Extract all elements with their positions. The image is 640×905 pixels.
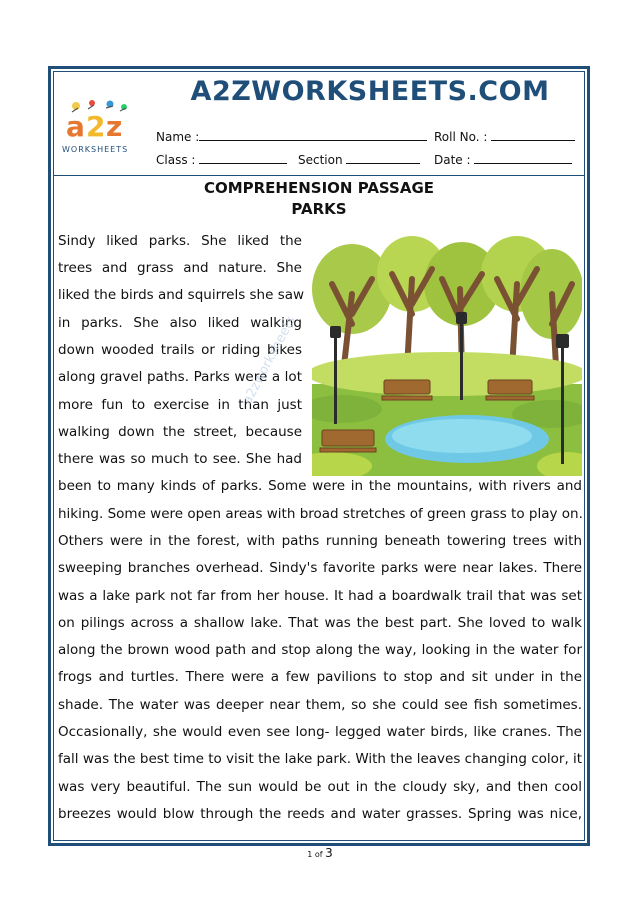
passage-line: along the brown wood path and stop along the way, looking in the water for xyxy=(58,642,582,658)
page-current: 1 of xyxy=(307,850,323,859)
passage-line: was a lake park not far from her house. It had a boardwalk trail that was set xyxy=(58,588,582,604)
passage-line: walking down the street, because xyxy=(58,424,302,440)
passage-line: been to many kinds of parks. Some were in the mountains, with rivers and xyxy=(58,478,582,494)
section-label: Section xyxy=(298,153,343,167)
passage-line: in parks. She also liked walking xyxy=(58,315,302,331)
svg-text:2: 2 xyxy=(86,110,106,143)
svg-text:a: a xyxy=(66,110,85,143)
passage-line: down wooded trails or riding bikes xyxy=(58,342,302,358)
roll-no-label: Roll No. : xyxy=(434,130,488,144)
svg-text:z: z xyxy=(106,110,123,143)
passage-line: there was so much to see. She had xyxy=(58,451,302,467)
passage-line: Sindy liked parks. She liked the xyxy=(58,233,302,249)
passage-heading: COMPREHENSION PASSAGE xyxy=(203,179,435,197)
name-label: Name : xyxy=(156,130,200,144)
name-line[interactable] xyxy=(199,129,427,141)
date-line[interactable] xyxy=(474,152,572,164)
section-field[interactable] xyxy=(298,152,420,167)
date-label: Date : xyxy=(434,153,471,167)
name-field[interactable] xyxy=(156,129,427,144)
passage-line: sweeping branches overhead. Sindy's favorite parks were near lakes. There xyxy=(58,560,582,576)
passage-line: frogs and turtles. There were a few pavilions to stop and sit under in the xyxy=(58,669,582,685)
header-divider xyxy=(53,175,585,176)
passage-line: Others were in the forest, with paths running beneath towering trees with xyxy=(58,533,582,549)
passage-title: PARKS xyxy=(291,200,347,218)
passage-line: Occasionally, she would even see long- legged water birds, like cranes. The xyxy=(58,724,582,740)
passage-line: was very beautiful. The sun would be out in the cloudy sky, and then cool xyxy=(58,779,582,795)
passage-line: on pilings across a shallow lake. That was the best part. She loved to walk xyxy=(58,615,582,631)
date-field[interactable] xyxy=(434,152,572,167)
page-number xyxy=(0,846,640,860)
class-label: Class : xyxy=(156,153,196,167)
passage-line: shade. The water was deeper near them, so she could see fish sometimes. xyxy=(58,697,582,713)
roll-no-field[interactable] xyxy=(434,129,575,144)
park-illustration xyxy=(312,234,582,476)
class-line[interactable] xyxy=(199,152,287,164)
roll-no-line[interactable] xyxy=(491,129,575,141)
passage-line: more fun to exercise in than just xyxy=(58,397,302,413)
class-field[interactable] xyxy=(156,152,287,167)
passage-line: breezes would blow through the reeds and water grasses. Spring was nice, xyxy=(58,806,582,822)
passage-line: hiking. Some were open areas with broad stretches of green grass to play on. xyxy=(58,506,583,522)
passage-line: trees and grass and nature. She xyxy=(58,260,302,276)
passage-line: fall was the best time to visit the lake park. With the leaves changing color, it xyxy=(58,751,583,767)
page-total: 3 xyxy=(325,846,333,860)
svg-text:WORKSHEETS: WORKSHEETS xyxy=(62,145,129,154)
a2z-logo xyxy=(58,94,144,156)
site-title: A2ZWORKSHEETS.COM xyxy=(190,76,550,107)
watermark: a2zworksheets xyxy=(240,313,299,408)
section-line[interactable] xyxy=(346,152,420,164)
passage-line: liked the birds and squirrels she saw xyxy=(58,287,305,303)
passage-line: along gravel paths. Parks were a lot xyxy=(58,369,302,385)
